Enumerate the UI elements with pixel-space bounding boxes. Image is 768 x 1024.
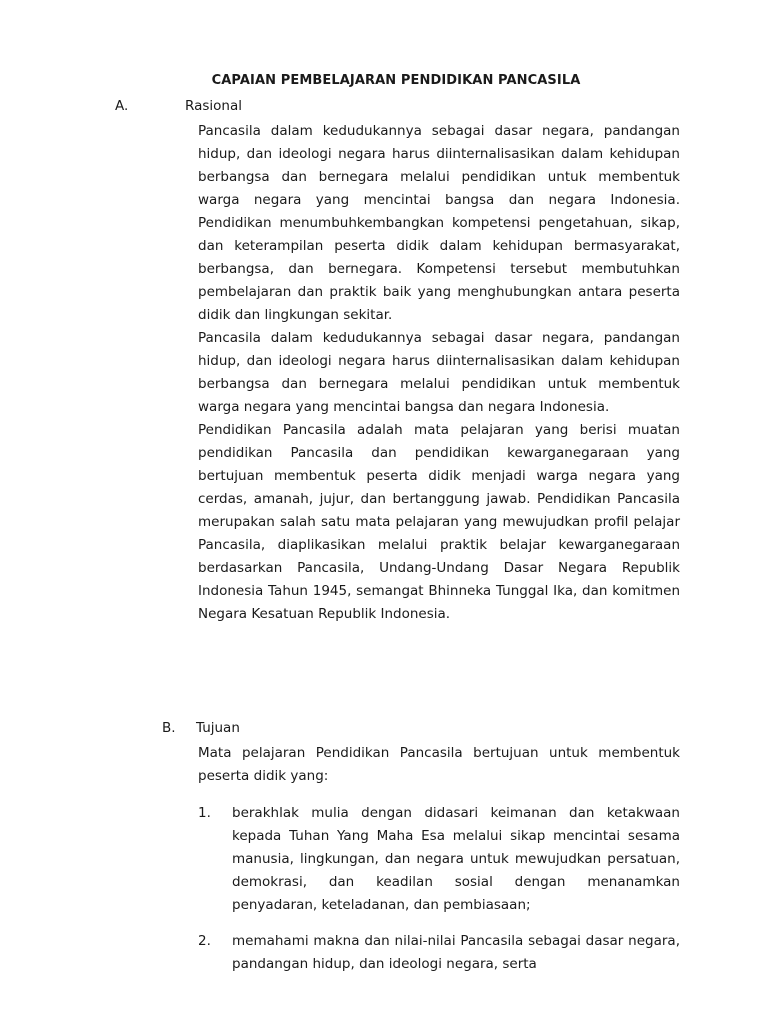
section-a-paragraph-1: Pancasila dalam kedudukannya sebagai dasar negara, pandangan hidup, dan ideologi negara harus diinternalisasikan dalam kehidupan berbangsa dan bernegara melalui pendidikan untuk membentuk warga negara yang mencintai bangsa dan negara Indonesia. Pendidikan menumbuhkembangkan kompetensi pengetahuan, sikap, dan keterampilan peserta didik dalam kehidupan bermasyarakat, berbangsa, dan bernegara. Kompetensi tersebut membutuhkan pembelajaran dan praktik baik yang menghubungkan antara peserta didik dan lingkungan sekitar. <box>198 123 680 323</box>
section-a-heading: Rasional <box>185 98 242 114</box>
section-a-paragraph-2: Pancasila dalam kedudukannya sebagai dasar negara, pandangan hidup, dan ideologi negara harus diinternalisasikan dalam kehidupan berbangsa dan bernegara melalui pendidikan untuk membentuk warga negara yang mencintai bangsa dan negara Indonesia. <box>198 330 680 415</box>
section-a-marker: A. <box>115 98 129 114</box>
list-item-text: memahami makna dan nilai-nilai Pancasila sebagai dasar negara, pandangan hidup, dan ideologi negara, serta <box>232 933 680 972</box>
list-item-2 <box>198 930 680 976</box>
section-b-body <box>198 742 680 990</box>
list-item-number: 2. <box>198 933 211 949</box>
document-title: CAPAIAN PEMBELAJARAN PENDIDIKAN PANCASILA <box>211 73 581 88</box>
list-item-number: 1. <box>198 804 211 821</box>
list-item-text: berakhlak mulia dengan didasari keimanan dan ketakwaan kepada Tuhan Yang Maha Esa melalui sikap mencintai sesama manusia, lingkungan, dan negara untuk mewujudkan persatuan, demokrasi, dan keadilan sosial dengan menanamkan penyadaran, keteladanan, dan pembiasaan; <box>232 804 680 913</box>
section-a-paragraph-3: Pendidikan Pancasila adalah mata pelajaran yang berisi muatan pendidikan Pancasila dan pendidikan kewarganegaraan yang bertujuan membentuk peserta didik menjadi warga negara yang cerdas, amanah, jujur, dan bertanggung jawab. Pendidikan Pancasila merupakan salah satu mata pelajaran yang mewujudkan profil pelajar Pancasila, diaplikasikan melalui praktik belajar kewarganegaraan berdasarkan Pancasila, Undang-Undang Dasar Negara Republik Indonesia Tahun 1945, semangat Bhinneka Tunggal Ika, dan komitmen Negara Kesatuan Republik Indonesia. <box>198 422 680 622</box>
section-b-heading: Tujuan <box>196 720 240 736</box>
section-a-body <box>198 120 680 626</box>
section-b-intro: Mata pelajaran Pendidikan Pancasila bertujuan untuk membentuk peserta didik yang: <box>198 745 680 784</box>
section-b-marker: B. <box>162 720 176 736</box>
list-item-1 <box>198 802 680 917</box>
